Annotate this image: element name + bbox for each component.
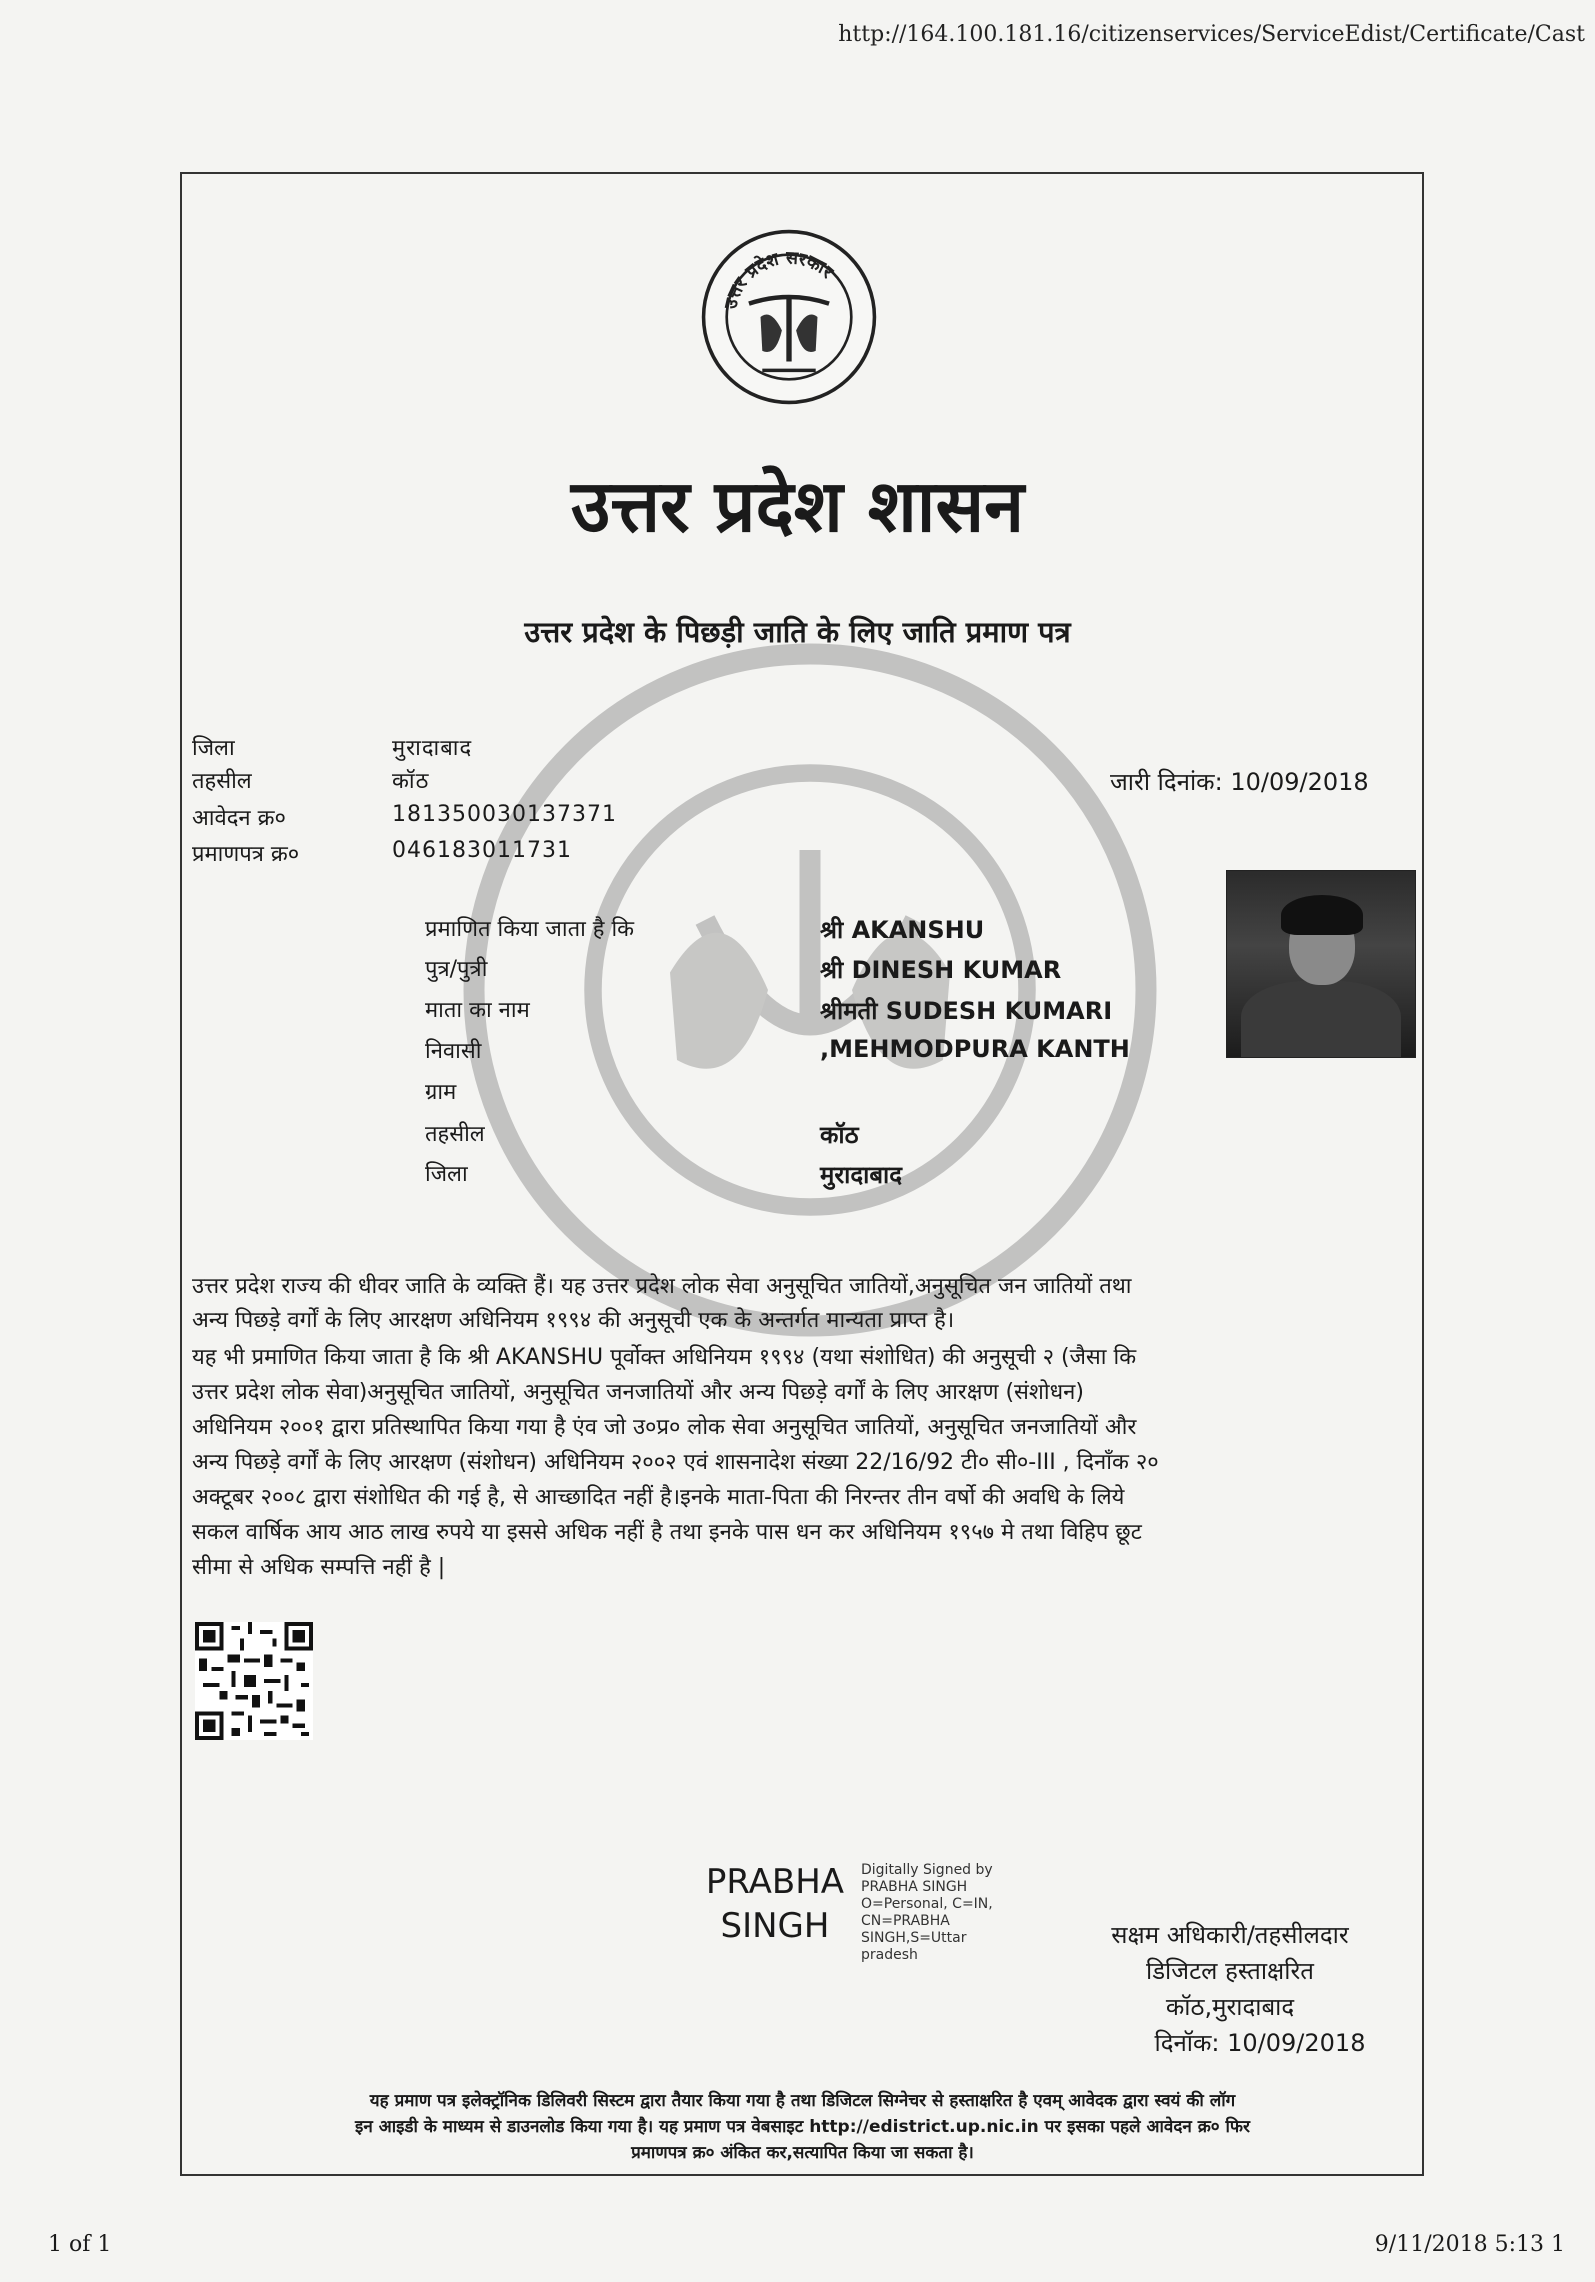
officer-location: कॉठ,मुरादाबाद [1165,1993,1295,2021]
details-district-label: जिला [425,1162,468,1187]
signer-name-line1: PRABHA [705,1862,845,1902]
para1-line2: अन्य पिछड़े वर्गों के लिए आरक्षण अधिनियम १९९४ की अनुसूची एक के अन्तर्गत मान्यता प्राप्त है। [192,1308,955,1333]
para2-line6: सकल वार्षिक आय आठ लाख रुपये या इससे अधिक नहीं है तथा इनके पास धन कर अधिनियम १९५७ मे तथा विहिप छूट [192,1520,1142,1545]
para1-line1: उत्तर प्रदेश राज्य की धीवर जाति के व्यक्ति हैं। यह उत्तर प्रदेश लोक सेवा अनुसूचित जातियों,अनुसूचित जन जातियों तथा [192,1274,1132,1299]
verification-qr-code[interactable] [195,1622,313,1740]
certified-label: प्रमाणित किया जाता है कि [425,917,635,942]
sig-meta-line4: CN=PRABHA [861,1913,950,1929]
officer-date: दिनॉक: 10/09/2018 [1154,2029,1366,2057]
signer-name [695,1860,855,1948]
sig-meta-line6: pradesh [861,1947,918,1963]
footer-line3: प्रमाणपत्र क्र० अंकित कर,सत्यापित किया जा सकता है। [631,2143,974,2163]
para2-line2: उत्तर प्रदेश लोक सेवा)अनुसूचित जातियों, अनुसूचित जनजातियों और अन्य पिछड़े वर्गों के लिए आरक्षण (संशोधन) [192,1380,1084,1405]
applicant-photo [1226,870,1416,1058]
issue-date: जारी दिनांक: 10/09/2018 [1110,768,1369,796]
sig-meta-line1: Digitally Signed by [861,1862,993,1878]
para2-line7: सीमा से अधिक सम्पत्ति नहीं है | [192,1555,446,1580]
up-government-emblem [700,228,878,406]
details-district-value: मुरादाबाद [820,1161,903,1189]
mother-label: माता का नाम [425,998,530,1023]
applicant-name: श्री AKANSHU [820,916,985,944]
footer-line2: इन आइडी के माध्यम से डाउनलोड किया गया है। यह प्रमाण पत्र वेबसाइट http://edistrict.up.nic.in पर इसका पहले आवेदन क्र० फिर [355,2117,1250,2137]
para2-line1: यह भी प्रमाणित किया जाता है कि श्री AKANSHU पूर्वोक्त अधिनियम १९९४ (यथा संशोधित) की अनुसूची २ (जैसा कि [192,1345,1137,1370]
svg-text:उत्तर प्रदेश सरकार: उत्तर प्रदेश सरकार [720,247,838,311]
application-number-label: आवेदन क्र० [192,806,286,831]
state-seal-watermark [460,640,1160,1340]
officer-digitally-signed: डिजिटल हस्ताक्षरित [1146,1957,1314,1985]
certificate-number-label: प्रमाणपत्र क्र० [192,842,300,867]
officer-designation: सक्षम अधिकारी/तहसीलदार [1111,1921,1349,1949]
father-name: श्री DINESH KUMAR [820,956,1062,984]
mother-name: श्रीमती SUDESH KUMARI [820,997,1113,1025]
resident-value: ,MEHMODPURA KANTH [820,1035,1130,1063]
application-number-value: 181350030137371 [392,802,617,827]
sig-meta-line2: PRABHA SINGH [861,1879,968,1895]
certificate-number-value: 046183011731 [392,838,572,863]
details-tehsil-value: कॉठ [820,1121,859,1149]
para2-line4: अन्य पिछड़े वर्गों के लिए आरक्षण (संशोधन) अधिनियम २००२ एवं शासनादेश संख्या 22/16/92 टी० सी०-III , दिनाँक २० [192,1450,1159,1475]
village-label: ग्राम [425,1080,457,1105]
para2-line3: अधिनियम २००१ द्वारा प्रतिस्थापित किया गया है एंव जो उ०प्र० लोक सेवा अनुसूचित जातियों, अनुसूचित जनजातियों और [192,1415,1137,1440]
digital-signature-details [861,1862,993,1964]
footer-line1: यह प्रमाण पत्र इलेक्ट्रॉनिक डिलिवरी सिस्टम द्वारा तैयार किया गया है तथा डिजिटल सिग्नेचर से हस्ताक्षरित है एवम् आवेदक द्वारा स्वयं की लॉग [369,2091,1236,2111]
para2-line5: अक्टूबर २००८ द्वारा संशोधित की गई है, से आच्छादित नहीं है।इनके माता-पिता की निरन्तर तीन वर्षो की अवधि के लिये [192,1485,1125,1510]
print-timestamp: 9/11/2018 5:13 1 [1374,2232,1565,2257]
sig-meta-line3: O=Personal, C=IN, [861,1896,993,1912]
signer-name-line2: SINGH [720,1906,830,1946]
resident-label: निवासी [425,1039,482,1064]
certificate-subtitle: उत्तर प्रदेश के पिछड़ी जाति के लिए जाति प्रमाण पत्र [524,615,1071,649]
tehsil-value: कॉठ [392,769,430,794]
details-tehsil-label: तहसील [425,1122,485,1147]
certificate-footer-note [195,2088,1410,2166]
district-value: मुरादाबाद [392,736,473,761]
tehsil-label: तहसील [192,769,252,794]
district-label: जिला [192,736,235,761]
parent-label: पुत्र/पुत्री [425,957,488,982]
sig-meta-line5: SINGH,S=Uttar [861,1930,967,1946]
browser-url: http://164.100.181.16/citizenservices/ServiceEdist/Certificate/Cast [838,22,1585,47]
page-indicator: 1 of 1 [48,2232,112,2257]
government-title: उत्तर प्रदेश शासन [570,463,1025,548]
